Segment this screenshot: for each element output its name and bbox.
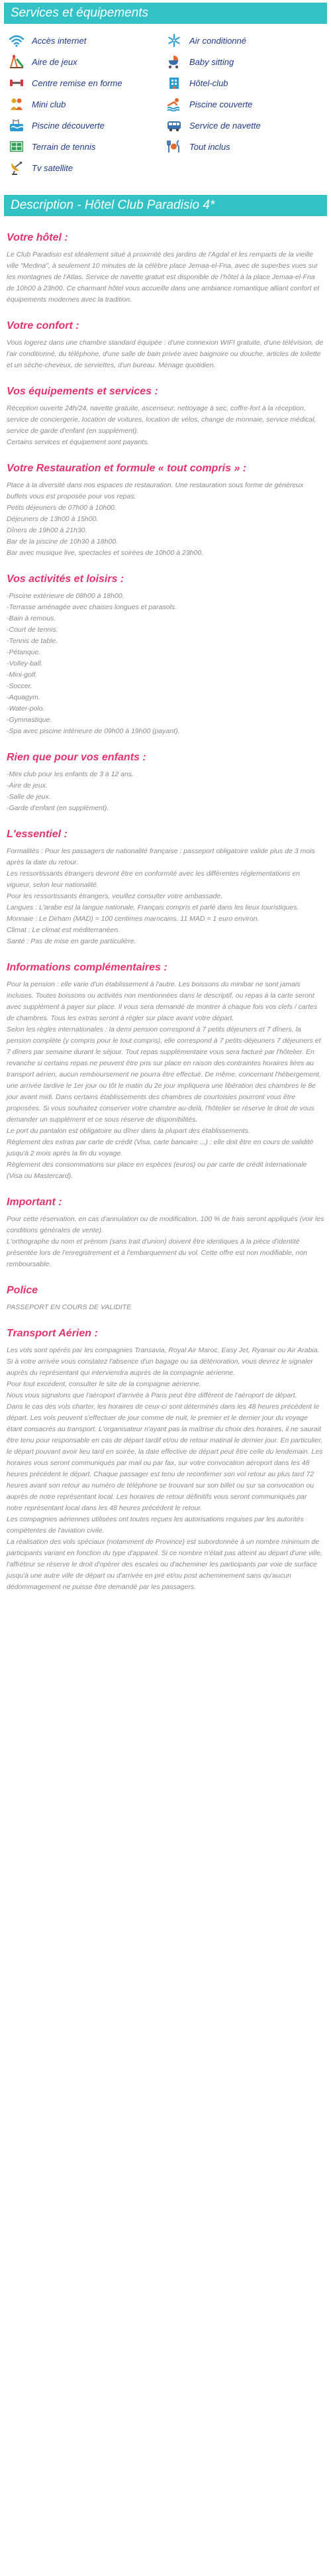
- description-sections: [5, 232, 326, 1593]
- tennis-icon: [8, 139, 25, 154]
- section-paragraph: -Water-polo.: [7, 705, 45, 713]
- section-title: Transport Aérien :: [7, 1328, 98, 1339]
- section-paragraph: Petits déjeuners de 07h00 à 10h00.: [7, 504, 117, 512]
- section-paragraph: -Bain à remous.: [7, 615, 56, 622]
- section-body: [7, 846, 324, 947]
- service-label: Tout inclus: [189, 141, 230, 152]
- section-body: [7, 1345, 324, 1593]
- section-paragraph: La réalisation des vols spéciaux (notamment de Province) est subordonnée à un nombre minimum de participants variant en fonction du type d'appareil. Si ce nombre n'était pas atteint au départ d'une ville, l'affréteur se réserve le droit d'opérer des escales ou d'acheminer les participants par voie de surface jusqu'à une autre ville de départ ou d'arrivée en pré et/ou post acheminement sans qu'aucun dédommagement ne puisse être demandé par les passagers.: [7, 1538, 323, 1591]
- section-title: L'essentiel :: [7, 829, 68, 840]
- section-paragraph: -Pétanque.: [7, 648, 41, 656]
- section-title: Votre Restauration et formule « tout compris » :: [7, 463, 247, 474]
- section-paragraph: Pour les ressortissants étrangers, veuillez consulter votre ambassade.: [7, 892, 223, 900]
- section-paragraph: L'orthographe du nom et prénom (sans trait d'union) doivent être identiques à la pièce d'identité présentée lors de l'enregistrement et à l'embarquement du vol. Cette offre est non modifiable, non remboursable.: [7, 1238, 308, 1268]
- section-paragraph: PASSEPORT EN COURS DE VALIDITE: [7, 1303, 132, 1311]
- service-label: Baby sitting: [189, 56, 234, 67]
- section-body: [7, 337, 324, 371]
- service-item: [166, 117, 323, 134]
- section-paragraph: -Terrasse aménagée avec chaises longues et parasols.: [7, 603, 177, 611]
- satellite-tv-icon: [8, 160, 25, 176]
- section-paragraph: Vous logerez dans une chambre standard équipée : d'une connexion WIFI gratuite, d'une télévision, de l'air conditionné, du téléphone, d'une salle de bain privée avec baignoire ou douche, articles de toilette et un sèche-cheveux, de serviettes, d'un bureau. Ménage quotidien.: [7, 339, 324, 369]
- service-label: Piscine couverte: [189, 99, 253, 109]
- fitness-icon: [8, 75, 25, 91]
- service-item: [166, 53, 323, 70]
- section-title: Informations complémentaires :: [7, 962, 167, 973]
- section-body: [7, 480, 324, 559]
- section-paragraph: Climat : Le climat est méditerranéen.: [7, 926, 120, 934]
- service-label: Hôtel-club: [189, 78, 228, 88]
- section-paragraph: -Volley-ball.: [7, 660, 43, 668]
- shuttle-icon: [166, 117, 183, 133]
- service-label: Piscine découverte: [32, 120, 105, 131]
- section-paragraph: -Soccer.: [7, 682, 32, 690]
- section-paragraph: -Gymnastique.: [7, 716, 52, 724]
- service-label: Service de navette: [189, 120, 261, 131]
- section-paragraph: -Tennis de table.: [7, 637, 58, 645]
- section-paragraph: Le Club Paradisio est idéalement situé à proximité des jardins de l'Agdal et les remparts de la vieille ville "Medina", à seulement 10 minutes de la célèbre place Jemaa-el-Fna, avec de superbes vues sur les montagnes de l'Atlas. Service de navette gratuit est disponible de l'hôtel à la place Jemaa-el-Fna de 10h00 à 23h00. Ce charmant hôtel vous accueille dans une ambiance romantique alliant confort et équipements modernes avec la tradition.: [7, 251, 320, 304]
- section-paragraph: -Court de tennis.: [7, 626, 58, 634]
- section-paragraph: Selon les règles internationales : la demi pension correspond à 7 petits déjeuners et 7 dîners, la pension complète (y compris pour le tout compris), elle correspond à 7 petits-déjeuners 7 déjeuners et 7 dîners par semaine durant le séjour. Tout repas supplémentaire vous sera facturé par l'hôtelier. En revanche si certains repas ne peuvent être pris sur place en raison des contraintes horaires liées au transport aérien, aucun remboursement ne pourra être effectué. De même, concernant l'hébergement, une arrivée tardive le 1er jour ou tôt le matin du 2e jour impliquera une libération des chambres le 8e jour avant midi. Dans certains établissements des chambres de courtoisies pourront vous être proposées. Si vous souhaitez conserver votre chambre au-delà, l'hôtelier se réserve le droit de vous demander un supplément et ce sous réserve de disponibilités.: [7, 1025, 321, 1124]
- snowflake-icon: [166, 32, 183, 48]
- service-label: Aire de jeux: [32, 56, 77, 67]
- section-paragraph: Santé : Pas de mise en garde particulière.: [7, 937, 136, 945]
- section-paragraph: Langues : L'arabe est la langue nationale, Français compris et parlé dans les lieux touristiques. Monnaie : Le Dirham (MAD) = 100 centimes marocains. 11 MAD = 1 euro environ.: [7, 904, 299, 923]
- service-item: [166, 95, 323, 113]
- all-inclusive-icon: [166, 139, 183, 154]
- section-paragraph: Pour tout excédent, consulter le site de la compagnie aérienne.: [7, 1380, 201, 1388]
- section-title: Vos équipements et services :: [7, 386, 158, 397]
- indoor-pool-icon: [166, 96, 183, 112]
- section-paragraph: Le port du pantalon est obligatoire au dîner dans la plupart des établissements.: [7, 1127, 250, 1135]
- section-paragraph: -Aire de jeux.: [7, 782, 48, 790]
- section-body: [7, 769, 324, 814]
- section-body: [7, 249, 324, 306]
- service-item: [166, 74, 323, 91]
- service-item: [8, 138, 166, 155]
- section-paragraph: Si à votre arrivée vous constatez l'absence d'un bagage ou sa détérioration, vous devrez le signaler auprès du représentant qui interviendra auprès de la compagnie aérienne.: [7, 1358, 313, 1377]
- section-title: Votre confort :: [7, 320, 79, 331]
- section-paragraph: Bar de la piscine de 10h30 à 18h00.: [7, 538, 118, 546]
- section-paragraph: Pour cette réservation, en cas d'annulation ou de modification, 100 % de frais seront appliqués (voir les conditions générales de vente).: [7, 1215, 324, 1234]
- section-paragraph: Règlement des consommations sur place en espèces (euros) ou par carte de crédit internationale (Visa ou Mastercard).: [7, 1161, 307, 1180]
- section-paragraph: Pour la pension : elle varie d'un établissement à l'autre. Les boissons du minibar ne sont jamais incluses. Toutes boissons ou activités non mentionnées dans le descriptif, ou repas à la carte seront avec supplément à payer sur place. Il vous sera demandé de montrer à chaque fois vos clefs / cartes de chambres. Tous les extras seront à régler sur place avant votre départ.: [7, 980, 318, 1022]
- section-paragraph: Déjeuners de 13h00 à 15h00.: [7, 515, 99, 523]
- section-body: [7, 979, 324, 1182]
- service-label: Accès internet: [32, 35, 87, 46]
- section-title: Rien que pour vos enfants :: [7, 752, 146, 763]
- section-paragraph: Dans le cas des vols charter, les horaires de ceux-ci sont déterminés dans les 48 heures précédent le départ. Les vols peuvent s'effectuer de jour comme de nuit, le premier et le dernier jour du voyage étant consacrés au transport. L'organisateur n'ayant pas la maîtrise du choix des horaires, il ne saurait être tenu pour responsable en cas de départ tardif et/ou de retour matinal le dernier jour. En particulier, le départ pouvant avoir lieu tard en soirée, la date effective de départ peut être celle du lendemain. Les horaires vous seront communiqués par mail ou par fax, sur votre convocation aéroport dans les 48 heures précédent le départ. Chaque passager est tenu de reconfirmer son vol retour au plus tard 72 heures avant son retour au numéro de téléphone se trouvant sur son billet ou sur sa convocation ou auprès de notre représentant local. Les horaires de retour définitifs vous seront communiqués par notre représentant local dans les 48 heures précédent le retour.: [7, 1403, 323, 1512]
- service-label: Centre remise en forme: [32, 78, 122, 88]
- section-paragraph: Les ressortissants étrangers devront être en conformité avec les différentes réglementations en vigueur, selon leur nationalité.: [7, 870, 300, 889]
- section-title: Important :: [7, 1197, 62, 1208]
- service-item: [8, 117, 166, 134]
- hotel-club-icon: [166, 75, 183, 91]
- description-header: Description - Hôtel Club Paradisio 4*: [4, 195, 327, 216]
- section-paragraph: Dîners de 19h00 à 21h30.: [7, 526, 87, 534]
- section-paragraph: Certains services et équipement sont payants.: [7, 438, 150, 446]
- section-paragraph: -Mini club pour les enfants de 3 à 12 ans.: [7, 770, 134, 778]
- section-body: [7, 403, 324, 448]
- section-paragraph: Les compagnies aériennes utilisées ont toutes reçues les autorisations requises par les autorités compétentes de l'aviation civile.: [7, 1515, 304, 1535]
- section-paragraph: Règlement des extras par carte de crédit (Visa, carte bancaire ...) : elle doit être en cours de validité jusqu'à 2 mois après la fin du voyage.: [7, 1138, 314, 1157]
- service-label: Mini club: [32, 99, 66, 109]
- service-label: Tv satellite: [32, 162, 73, 173]
- section-paragraph: Les vols sont opérés par les compagnies Transavia, Royal Air Maroc, Easy Jet, Ryanair ou Air Arabia.: [7, 1346, 320, 1354]
- section-paragraph: Réception ouverte 24h/24, navette gratuite, ascenseur, nettoyage à sec, coffre-fort à la réception, service de conciergerie, location de voitures, location de vélos, change de monnaie, service médical, service de garde d'enfant (en supplément).: [7, 404, 316, 435]
- service-label: Terrain de tennis: [32, 141, 96, 152]
- service-item: [8, 53, 166, 70]
- outdoor-pool-icon: [8, 117, 25, 133]
- playground-icon: [8, 54, 25, 70]
- services-header: Services et équipements: [4, 3, 327, 24]
- mini-club-icon: [8, 96, 25, 112]
- section-title: Votre hôtel :: [7, 232, 68, 243]
- service-item: [8, 95, 166, 113]
- section-paragraph: Formalités : Pour les passagers de nationalité française : passeport obligatoire valide plus de 3 mois après la date du retour.: [7, 847, 315, 866]
- services-grid: [5, 24, 326, 183]
- section-title: Vos activités et loisirs :: [7, 573, 124, 585]
- section-paragraph: Nous vous signalons que l'aéroport d'arrivée à Paris peut être différent de l'aéroport de départ.: [7, 1391, 297, 1399]
- section-paragraph: Place à la diversité dans nos espaces de restauration. Une restauration sous forme de généreux buffets vous est proposée pour vos repas.: [7, 481, 304, 500]
- section-paragraph: Bar avec musique live, spectacles et soirées de 10h00 à 23h00.: [7, 549, 204, 557]
- service-item: [8, 74, 166, 91]
- service-item: [166, 138, 323, 155]
- section-body: [7, 1214, 324, 1270]
- service-item: [8, 159, 166, 176]
- service-label: Air conditionné: [189, 35, 246, 46]
- section-paragraph: -Garde d'enfant (en supplément).: [7, 804, 109, 812]
- section-paragraph: -Spa avec piscine intérieure de 09h00 à 19h00 (payant).: [7, 727, 180, 735]
- section-paragraph: -Piscine extérieure de 08h00 à 18h00.: [7, 592, 124, 600]
- service-item: [8, 32, 166, 49]
- section-body: [7, 1302, 324, 1313]
- section-paragraph: -Salle de jeux.: [7, 793, 51, 801]
- section-title: Police: [7, 1285, 38, 1296]
- section-paragraph: -Aquagym.: [7, 693, 40, 701]
- wifi-icon: [8, 32, 25, 48]
- service-item: [166, 32, 323, 49]
- section-paragraph: -Mini-golf.: [7, 671, 38, 679]
- baby-stroller-icon: [166, 54, 183, 70]
- section-body: [7, 591, 324, 737]
